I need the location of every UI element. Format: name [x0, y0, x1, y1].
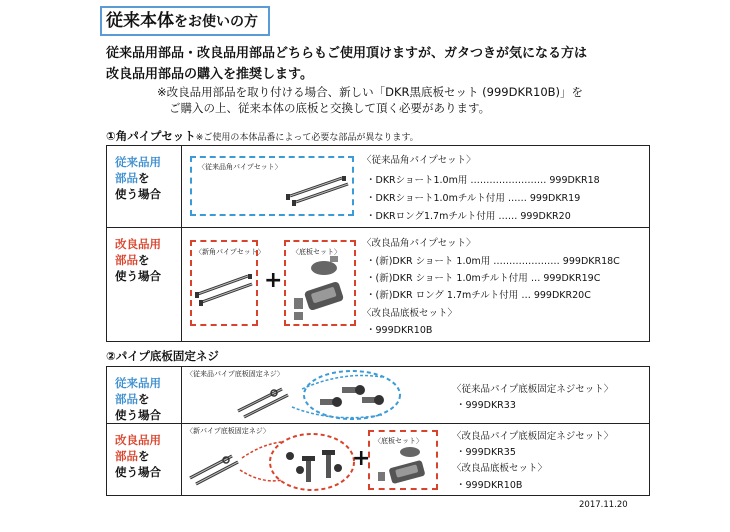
info-line: ・DKRショート1.0m用 …………………… 999DKR18 — [366, 175, 600, 186]
info-heading: 〈改良品角パイプセット〉 — [362, 238, 476, 249]
parts-box-base-plate — [284, 240, 356, 326]
box-label: 〈新パイプ底板固定ネジ〉 — [186, 427, 270, 435]
s2-row1-label — [107, 367, 182, 424]
box-label: 〈底板セット〉 — [374, 437, 423, 445]
box-label: 〈新角パイプセット〉 — [195, 248, 265, 256]
section1-heading — [106, 128, 419, 144]
intro-note-1: ※改良品用部品を取り付ける場合、新しい「DKR黒底板セット (999DKR10B)」を — [157, 85, 584, 99]
info-line: ・999DKR35 — [456, 447, 516, 458]
label-red: 改良品用 — [115, 237, 161, 251]
info-heading: 〈改良品底板セット〉 — [452, 463, 548, 474]
intro-line-2: 改良品用部品の購入を推奨します。 — [106, 67, 313, 82]
section1-note: ※ご使用の本体品番によって必要な部品が異なります。 — [195, 133, 419, 143]
label-text: 使う場合 — [115, 465, 161, 479]
new-pipe-illustration — [192, 242, 260, 328]
info-line: ・DKRショート1.0mチルト付用 …… 999DKR19 — [366, 193, 581, 204]
title-rest: をお使いの方 — [174, 14, 258, 30]
s2-row1-content — [182, 367, 650, 424]
document-date: 2017.11.20 — [579, 500, 628, 510]
info-heading: 〈改良品パイプ底板固定ネジセット〉 — [452, 431, 614, 442]
s1-row1-content — [182, 146, 650, 228]
label-text: 使う場合 — [115, 269, 161, 283]
label-text: を — [138, 171, 150, 185]
box-label: 〈従来品角パイプセット〉 — [198, 163, 282, 171]
plus-sign: + — [352, 446, 371, 471]
info-line: ・DKRロング1.7mチルト付用 …… 999DKR20 — [366, 211, 571, 222]
page-title — [100, 6, 270, 36]
parts-box-old-pipe — [190, 156, 354, 216]
s1-row2-content — [182, 228, 650, 342]
s2-row2-label — [107, 424, 182, 496]
label-text: を — [138, 392, 150, 406]
screw-illustration-old — [182, 367, 442, 423]
label-red: 改良品用 — [115, 433, 161, 447]
label-text: 使う場合 — [115, 187, 161, 201]
parts-box-base-plate-2 — [368, 430, 438, 490]
info-line: ・(新)DKR ショート 1.0m用 ………………… 999DKR18C — [366, 256, 620, 267]
info-line: ・(新)DKR ショート 1.0mチルト付用 … 999DKR19C — [366, 273, 601, 284]
info-heading: 〈従来品角パイプセット〉 — [362, 155, 476, 166]
base-plate-illustration — [370, 432, 440, 492]
info-heading: 〈従来品パイプ底板固定ネジセット〉 — [452, 384, 614, 395]
s2-row2-content — [182, 424, 650, 496]
info-line: ・(新)DKR ロング 1.7mチルト付用 … 999DKR20C — [366, 290, 591, 301]
plus-sign: + — [264, 268, 283, 293]
section1-table — [106, 145, 650, 342]
title-main: 従来本体 — [106, 11, 174, 31]
info-line: ・999DKR10B — [456, 480, 523, 491]
label-blue: 部品 — [115, 392, 138, 406]
intro-note-2: ご購入の上、従来本体の底板と交換して頂く必要があります。 — [169, 101, 491, 115]
section1-title: ①角パイプセット — [106, 129, 196, 143]
label-blue: 従来品用 — [115, 155, 161, 169]
info-line: ・999DKR33 — [456, 400, 516, 411]
info-line: ・999DKR10B — [366, 325, 433, 336]
section2-heading: ②パイプ底板固定ネジ — [106, 349, 219, 363]
base-plate-illustration — [286, 242, 358, 328]
intro-line-1: 従来品用部品・改良品用部品どちらもご使用頂けますが、ガタつきが気になる方は — [106, 46, 588, 61]
s1-row1-label — [107, 146, 182, 228]
label-text: を — [138, 449, 150, 463]
label-text: を — [138, 253, 150, 267]
label-blue: 部品 — [115, 171, 138, 185]
label-red: 部品 — [115, 253, 138, 267]
s1-row2-label — [107, 228, 182, 342]
label-blue: 従来品用 — [115, 376, 161, 390]
pipe-set-illustration — [192, 158, 356, 218]
label-red: 部品 — [115, 449, 138, 463]
section2-table — [106, 366, 650, 496]
box-label: 〈底板セット〉 — [292, 248, 341, 256]
label-text: 使う場合 — [115, 408, 161, 422]
screw-illustration-new — [182, 424, 362, 496]
info-heading: 〈改良品底板セット〉 — [362, 308, 458, 319]
parts-box-new-pipe — [190, 240, 265, 326]
box-label: 〈従来品パイプ底板固定ネジ〉 — [186, 370, 284, 378]
